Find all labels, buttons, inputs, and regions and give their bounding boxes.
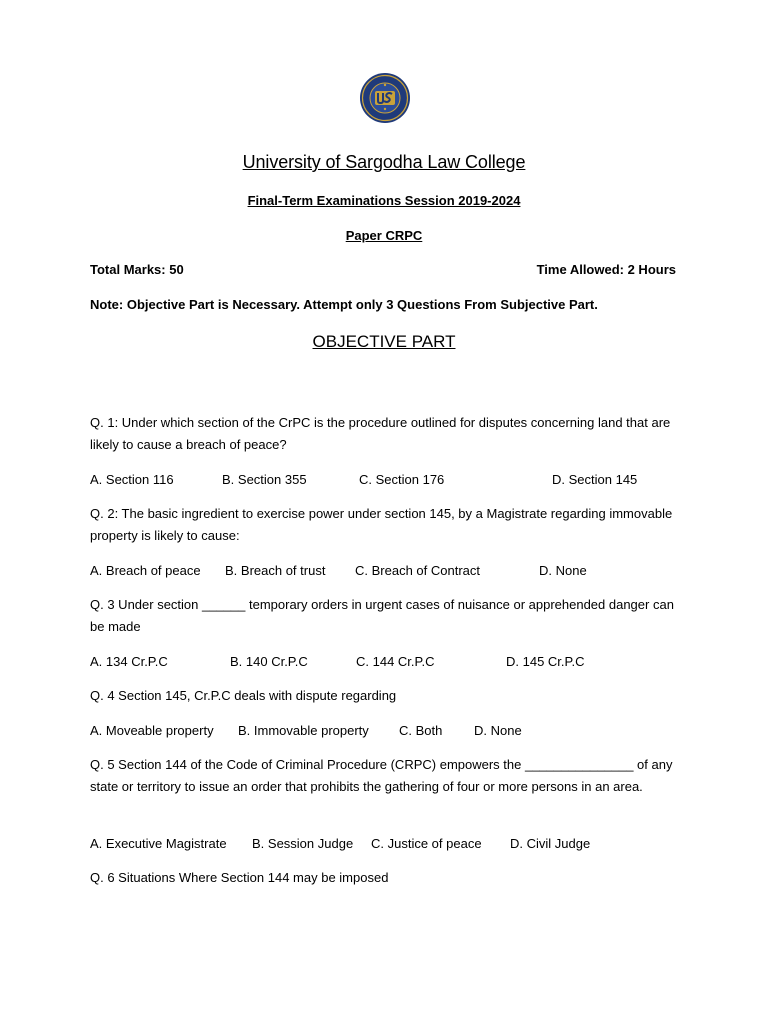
question-2: Q. 2: The basic ingredient to exercise power under section 145, by a Magistrate regarding immovable property is likely to cause: — [90, 506, 673, 543]
option-d: D. Civil Judge — [510, 836, 591, 851]
paper-name: Paper CRPC — [345, 228, 423, 243]
question-1: Q. 1: Under which section of the CrPC is the procedure outlined for disputes concerning land that are likely to cause a breach of peace? — [90, 415, 671, 452]
option-c: C. Section 176 — [359, 472, 445, 487]
instructions-note: Note: Objective Part is Necessary. Attempt only 3 Questions From Subjective Part. — [90, 297, 598, 312]
seal-icon — [359, 71, 411, 125]
marks-time-row — [90, 262, 676, 277]
question-5-options — [90, 836, 690, 856]
option-d: D. None — [474, 723, 522, 738]
question-1-options — [90, 472, 690, 492]
university-seal-logo — [359, 71, 411, 125]
page-title: University of Sargodha Law College — [242, 152, 526, 172]
question-3-options — [90, 654, 690, 674]
option-b: B. Breach of trust — [225, 563, 326, 578]
option-a: A. Moveable property — [90, 723, 214, 738]
option-c: C. 144 Cr.P.C — [356, 654, 435, 669]
option-b: B. Immovable property — [238, 723, 369, 738]
total-marks: Total Marks: 50 — [90, 262, 184, 277]
section-heading: OBJECTIVE PART — [312, 332, 456, 351]
option-d: D. 145 Cr.P.C — [506, 654, 585, 669]
option-a: A. Breach of peace — [90, 563, 201, 578]
question-5: Q. 5 Section 144 of the Code of Criminal Procedure (CRPC) empowers the _______________ of any state or territory to issue an order that prohibits the gathering of four or more persons in an area. — [90, 757, 673, 794]
option-b: B. 140 Cr.P.C — [230, 654, 308, 669]
time-allowed: Time Allowed: 2 Hours — [536, 262, 676, 277]
option-a: A. 134 Cr.P.C — [90, 654, 168, 669]
question-3: Q. 3 Under section ______ temporary orders in urgent cases of nuisance or apprehended danger can be made — [90, 597, 674, 634]
option-d: D. Section 145 — [552, 472, 638, 487]
option-b: B. Section 355 — [222, 472, 307, 487]
option-c: C. Both — [399, 723, 443, 738]
option-a: A. Executive Magistrate — [90, 836, 227, 851]
question-6: Q. 6 Situations Where Section 144 may be imposed — [90, 870, 389, 885]
option-d: D. None — [539, 563, 587, 578]
option-b: B. Session Judge — [252, 836, 354, 851]
option-c: C. Justice of peace — [371, 836, 482, 851]
question-2-options — [90, 563, 690, 583]
question-4: Q. 4 Section 145, Cr.P.C deals with dispute regarding — [90, 688, 397, 703]
question-4-options — [90, 723, 690, 743]
option-a: A. Section 116 — [90, 472, 174, 487]
exam-session-subtitle: Final-Term Examinations Session 2019-2024 — [247, 193, 521, 208]
option-c: C. Breach of Contract — [355, 563, 480, 578]
